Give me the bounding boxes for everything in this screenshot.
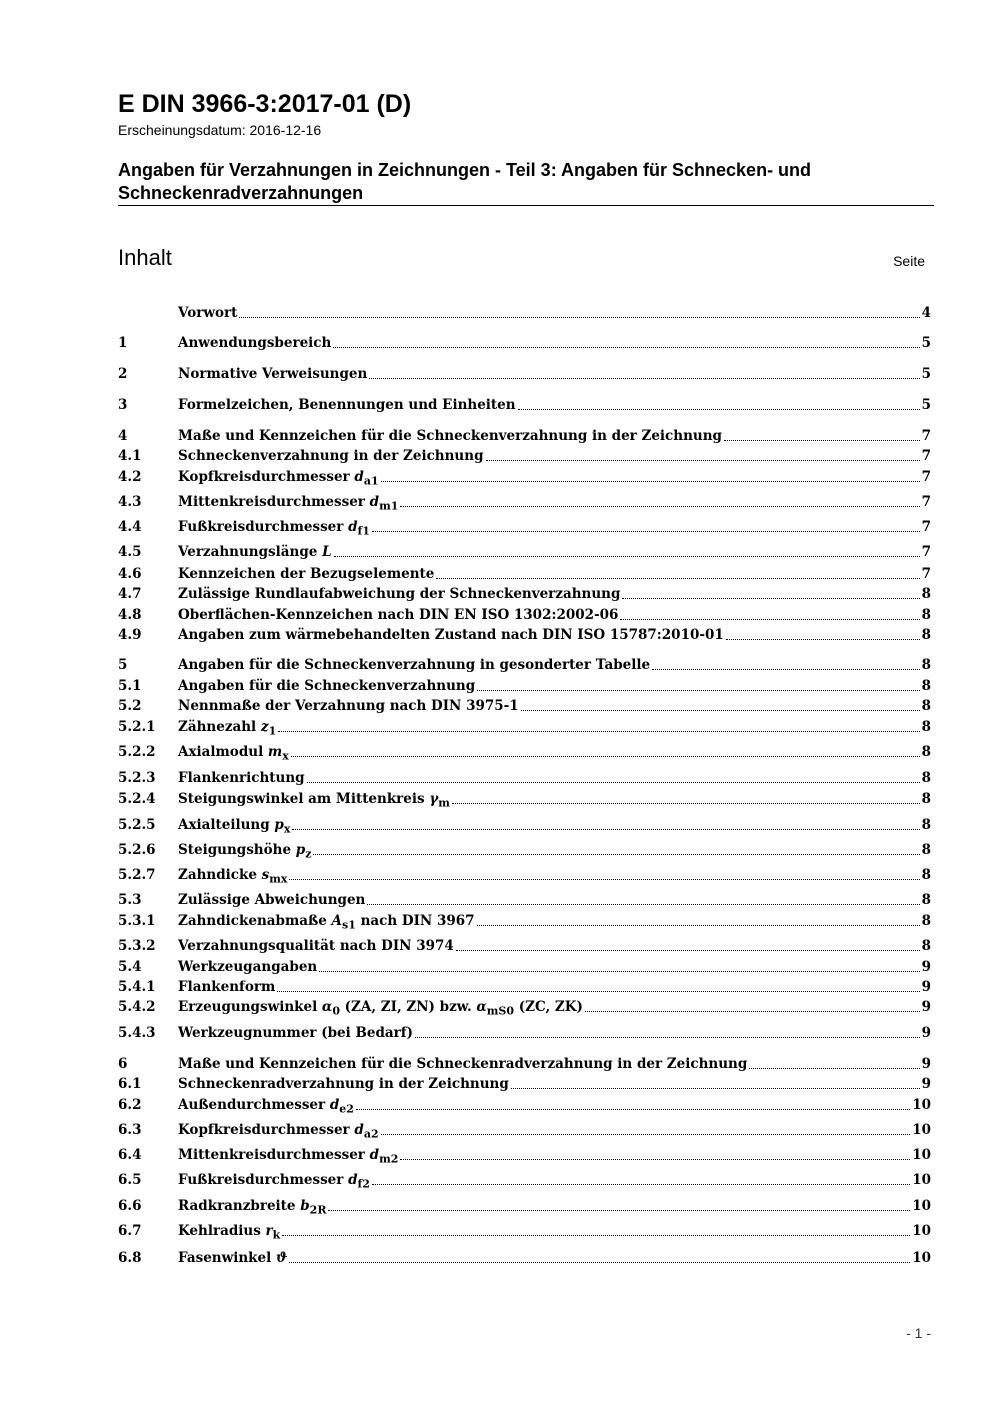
toc-entry-label: Nennmaße der Verzahnung nach DIN 3975-1	[178, 698, 519, 714]
toc-entry[interactable]	[118, 716, 931, 736]
toc-entry-number: 4.2	[118, 469, 142, 485]
toc-entry-page: 7	[921, 544, 931, 560]
toc-entry-page: 8	[921, 627, 931, 643]
toc-entry-number: 5.4.1	[118, 979, 156, 995]
toc-entry-number: 3	[118, 397, 128, 413]
toc-dot-leader	[400, 506, 919, 507]
toc-entry-page: 7	[921, 448, 931, 464]
toc-entry[interactable]	[118, 889, 931, 909]
toc-dot-leader	[381, 481, 920, 482]
toc-dot-leader	[724, 440, 920, 441]
formula-subscript: m	[438, 796, 450, 810]
toc-dot-leader	[456, 950, 920, 951]
toc-dot-leader	[333, 347, 919, 348]
toc-entry[interactable]	[118, 491, 931, 511]
toc-entry[interactable]	[118, 425, 931, 445]
toc-entry-label: Werkzeugnummer (bei Bedarf)	[178, 1025, 413, 1041]
toc-entry-number: 1	[118, 335, 128, 351]
toc-entry-label: Anwendungsbereich	[178, 335, 332, 351]
toc-entry-label: Axialteilung $p_x$	[178, 817, 291, 836]
toc-entry-page: 5	[921, 397, 931, 413]
formula-symbol: d	[329, 1097, 340, 1113]
toc-entry-number: 5.2	[118, 698, 142, 714]
formula-symbol: d	[354, 469, 364, 485]
toc-dot-leader	[289, 879, 919, 880]
toc-entry-page: 10	[912, 1122, 931, 1138]
toc-entry-number: 6.2	[118, 1097, 142, 1113]
toc-dot-leader	[620, 619, 919, 620]
toc-entry[interactable]	[118, 394, 931, 414]
toc-dot-leader	[372, 1184, 910, 1185]
toc-entry-number: 5.3.1	[118, 913, 156, 929]
toc-dot-leader	[415, 1037, 920, 1038]
toc-entry-number: 5.2.5	[118, 817, 156, 833]
toc-entry-page: 8	[921, 657, 931, 673]
toc-entry-label: Zähnezahl $z_1$	[178, 719, 277, 738]
toc-dot-leader	[367, 904, 919, 905]
toc-dot-leader	[511, 1088, 920, 1089]
toc-dot-leader	[334, 556, 920, 557]
toc-entry-label: Radkranzbreite $b_{2R}$	[178, 1198, 327, 1217]
toc-entry-label: Verzahnungsqualität nach DIN 3974	[178, 938, 454, 954]
toc-entry-page: 8	[921, 938, 931, 954]
toc-entry-number: 6.1	[118, 1076, 142, 1092]
toc-dot-leader	[486, 460, 920, 461]
toc-entry-page: 5	[921, 335, 931, 351]
toc-entry-label: Normative Verweisungen	[178, 366, 368, 382]
toc-entry-number: 6.8	[118, 1250, 142, 1266]
toc-dot-leader	[372, 531, 920, 532]
formula-symbol: p	[274, 817, 284, 833]
toc-entry-page: 7	[921, 428, 931, 444]
formula-subscript: x	[282, 749, 289, 763]
formula-subscript: m1	[379, 499, 399, 513]
toc-dot-leader	[436, 578, 919, 579]
toc-dot-leader	[726, 639, 920, 640]
toc-entry[interactable]	[118, 741, 931, 761]
toc-entry-label: Schneckenradverzahnung in der Zeichnung	[178, 1076, 509, 1092]
toc-entry-number: 5.2.7	[118, 867, 156, 883]
toc-entry-page: 9	[921, 1076, 931, 1092]
toc-entry-number: 6.4	[118, 1147, 142, 1163]
formula-symbol: L	[322, 544, 332, 560]
toc-entry[interactable]	[118, 604, 931, 624]
toc-entry-label: Angaben für die Schneckenverzahnung in gesonderter Tabelle	[178, 657, 651, 673]
toc-entry[interactable]	[118, 563, 931, 583]
toc-entry-page: 8	[921, 698, 931, 714]
toc-entry-page: 10	[912, 1250, 931, 1266]
toc-entry[interactable]	[118, 624, 931, 644]
formula-subscript: 2R	[309, 1203, 327, 1217]
formula-subscript: z	[305, 847, 312, 861]
toc-entry-label: Fasenwinkel ϑ	[178, 1250, 288, 1266]
toc-entry-label: Oberflächen-Kennzeichen nach DIN EN ISO 1302:2002-06	[178, 607, 619, 623]
toc-entry[interactable]	[118, 363, 931, 383]
toc-entry-page: 9	[921, 1056, 931, 1072]
toc-entry-number: 5	[118, 657, 128, 673]
formula-symbol: d	[348, 519, 358, 535]
formula-subscript: f1	[357, 524, 370, 538]
toc-entry-label: Fußkreisdurchmesser $d_{f1}$	[178, 519, 370, 538]
toc-entry-label: Flankenrichtung	[178, 770, 305, 786]
toc-entry-label: Steigungshöhe $p_z$	[178, 842, 312, 861]
table-of-contents	[118, 0, 931, 1403]
formula-subscript: f2	[357, 1177, 370, 1191]
toc-entry-label: Zulässige Abweichungen	[178, 892, 366, 908]
toc-entry[interactable]	[118, 814, 931, 834]
toc-entry[interactable]	[118, 332, 931, 352]
toc-dot-leader	[291, 756, 920, 757]
toc-heading: Inhalt	[118, 245, 172, 270]
toc-entry-number: 4.7	[118, 586, 142, 602]
toc-entry[interactable]	[118, 864, 931, 884]
formula-subscript: 0	[332, 1004, 340, 1018]
toc-dot-leader	[749, 1068, 919, 1069]
formula-symbol: ϑ	[275, 1250, 288, 1266]
toc-page-column-label: Seite	[893, 253, 925, 269]
toc-entry-label: Mittenkreisdurchmesser $d_{m1}$	[178, 494, 399, 513]
toc-entry[interactable]	[118, 695, 931, 715]
toc-entry-page: 8	[921, 842, 931, 858]
toc-entry[interactable]	[118, 839, 931, 859]
toc-entry-number: 4.1	[118, 448, 142, 464]
formula-symbol: d	[369, 1147, 380, 1163]
toc-entry[interactable]	[118, 1119, 931, 1139]
toc-entry-number: 4.6	[118, 566, 142, 582]
toc-entry-number: 4.3	[118, 494, 142, 510]
toc-entry-page: 5	[921, 366, 931, 382]
toc-entry-label: Kopfkreisdurchmesser $d_{a1}$	[178, 469, 379, 488]
toc-entry[interactable]	[118, 767, 931, 787]
toc-entry-number: 5.2.3	[118, 770, 156, 786]
formula-subscript: mx	[269, 872, 288, 886]
toc-entry-number: 4.5	[118, 544, 142, 560]
toc-dot-leader	[307, 782, 920, 783]
formula-subscript: k	[272, 1228, 281, 1242]
toc-entry-label: Angaben für die Schneckenverzahnung	[178, 678, 476, 694]
document-title: Angaben für Verzahnungen in Zeichnungen - Teil 3: Angaben für Schnecken- und Schneckenradverzahnungen	[118, 160, 812, 203]
document-code: E DIN 3966-3:2017-01 (D)	[118, 90, 412, 118]
toc-entry-label: Zahndickenabmaße $A_{s1}$ nach DIN 3967	[178, 913, 475, 932]
toc-entry-label: Fußkreisdurchmesser $d_{f2}$	[178, 1172, 370, 1191]
toc-entry-page: 4	[921, 305, 931, 321]
toc-entry[interactable]	[118, 466, 931, 486]
toc-entry[interactable]	[118, 654, 931, 674]
toc-entry-page: 9	[921, 979, 931, 995]
toc-entry[interactable]	[118, 910, 931, 930]
toc-entry-page: 8	[921, 913, 931, 929]
toc-dot-leader	[239, 317, 919, 318]
toc-entry-page: 7	[921, 494, 931, 510]
toc-dot-leader	[652, 669, 920, 670]
formula-symbol: d	[369, 494, 380, 510]
toc-entry-page: 8	[921, 678, 931, 694]
formula-subscript: m2	[379, 1152, 399, 1166]
toc-entry-page: 9	[921, 1025, 931, 1041]
toc-dot-leader	[585, 1011, 920, 1012]
formula-symbol: p	[295, 842, 306, 858]
toc-entry-label: Maße und Kennzeichen für die Schneckenradverzahnung in der Zeichnung	[178, 1056, 748, 1072]
toc-entry-number: 6.7	[118, 1223, 142, 1239]
toc-dot-leader	[282, 1235, 910, 1236]
formula-symbol: m	[267, 744, 283, 760]
toc-entry-number: 5.2.6	[118, 842, 156, 858]
toc-entry-number: 5.2.1	[118, 719, 156, 735]
toc-entry-number: 6.3	[118, 1122, 142, 1138]
toc-entry-page: 9	[921, 999, 931, 1015]
formula-subscript: a2	[363, 1127, 379, 1141]
toc-entry-label: Maße und Kennzeichen für die Schneckenverzahnung in der Zeichnung	[178, 428, 722, 444]
toc-entry-label: Kennzeichen der Bezugselemente	[178, 566, 435, 582]
toc-entry[interactable]	[118, 1053, 931, 1073]
toc-entry-label: Vorwort	[178, 305, 238, 321]
formula-subscript: a1	[363, 474, 379, 488]
toc-entry-number: 6	[118, 1056, 128, 1072]
toc-entry-page: 10	[912, 1172, 931, 1188]
toc-entry-page: 10	[912, 1223, 931, 1239]
toc-entry-page: 10	[912, 1198, 931, 1214]
toc-entry[interactable]	[118, 935, 931, 955]
toc-dot-leader	[356, 1109, 910, 1110]
toc-entry-label: Steigungswinkel am Mittenkreis $\gamma_m$	[178, 791, 450, 810]
toc-entry-number: 2	[118, 366, 128, 382]
toc-entry[interactable]	[118, 445, 931, 465]
toc-entry-number: 5.4.3	[118, 1025, 156, 1041]
toc-dot-leader	[369, 378, 919, 379]
toc-entry-label: Zulässige Rundlaufabweichung der Schneckenverzahnung	[178, 586, 621, 602]
toc-entry[interactable]	[118, 541, 931, 561]
toc-dot-leader	[319, 971, 919, 972]
toc-entry[interactable]	[118, 1220, 931, 1240]
toc-entry-page: 8	[921, 607, 931, 623]
toc-entry-page: 8	[921, 719, 931, 735]
toc-dot-leader	[289, 1262, 910, 1263]
toc-dot-leader	[452, 803, 920, 804]
toc-entry-number: 5.2.2	[118, 744, 156, 760]
formula-symbol: α	[476, 999, 487, 1015]
toc-entry-number: 4.9	[118, 627, 142, 643]
toc-entry-page: 8	[921, 892, 931, 908]
formula-subscript: e2	[339, 1102, 354, 1116]
toc-entry-page: 8	[921, 791, 931, 807]
toc-entry[interactable]	[118, 1094, 931, 1114]
formula-subscript: s1	[342, 918, 356, 932]
toc-entry[interactable]	[118, 675, 931, 695]
toc-dot-leader	[278, 731, 919, 732]
toc-entry-number: 5.3	[118, 892, 142, 908]
formula-subscript: 1	[268, 724, 277, 738]
toc-entry[interactable]	[118, 1144, 931, 1164]
formula-subscript: mS0	[486, 1004, 515, 1018]
toc-entry-number: 6.6	[118, 1198, 142, 1214]
toc-entry-page: 9	[921, 959, 931, 975]
toc-entry-number: 5.2.4	[118, 791, 156, 807]
formula-symbol: r	[265, 1223, 273, 1239]
toc-dot-leader	[313, 854, 919, 855]
publication-date: Erscheinungsdatum: 2016-12-16	[118, 122, 322, 138]
toc-entry-label: Flankenform	[178, 979, 276, 995]
toc-entry-label: Axialmodul $m_x$	[178, 744, 289, 763]
toc-dot-leader	[292, 829, 919, 830]
toc-entry-number: 4.8	[118, 607, 142, 623]
toc-entry-page: 8	[921, 867, 931, 883]
formula-symbol: A	[331, 913, 343, 929]
toc-entry[interactable]	[118, 1195, 931, 1215]
formula-subscript: x	[283, 822, 291, 836]
toc-entry[interactable]	[118, 583, 931, 603]
toc-entry[interactable]	[118, 302, 931, 322]
formula-symbol: s	[261, 867, 270, 883]
formula-symbol: b	[300, 1198, 310, 1214]
toc-dot-leader	[477, 925, 920, 926]
toc-entry-page: 8	[921, 770, 931, 786]
toc-entry-page: 7	[921, 519, 931, 535]
toc-entry-number: 5.3.2	[118, 938, 156, 954]
toc-entry-label: Außendurchmesser $d_{e2}$	[178, 1097, 354, 1116]
toc-entry-label: Verzahnungslänge L	[178, 544, 332, 560]
toc-entry-number: 6.5	[118, 1172, 142, 1188]
toc-entry[interactable]	[118, 976, 931, 996]
toc-entry-label: Zahndicke $s_{mx}$	[178, 867, 288, 886]
toc-dot-leader	[328, 1210, 910, 1211]
toc-entry[interactable]	[118, 788, 931, 808]
toc-entry[interactable]	[118, 956, 931, 976]
formula-symbol: α	[321, 999, 333, 1015]
toc-entry[interactable]	[118, 1247, 931, 1267]
toc-entry-number: 4.4	[118, 519, 142, 535]
toc-entry-label: Formelzeichen, Benennungen und Einheiten	[178, 397, 516, 413]
toc-dot-leader	[400, 1159, 910, 1160]
toc-entry-label: Kehlradius $r_k$	[178, 1223, 281, 1242]
toc-entry-label: Erzeugungswinkel $\alpha_0$ (ZA, ZI, ZN) bzw. $\alpha_{mS0}$ (ZC, ZK)	[178, 999, 583, 1018]
toc-entry-label: Angaben zum wärmebehandelten Zustand nach DIN ISO 15787:2010-01	[178, 627, 724, 643]
toc-entry-page: 10	[912, 1097, 931, 1113]
toc-entry-page: 8	[921, 586, 931, 602]
toc-entry[interactable]	[118, 1169, 931, 1189]
toc-entry[interactable]	[118, 996, 931, 1016]
toc-entry-page: 8	[921, 817, 931, 833]
page-number: - 1 -	[906, 1325, 931, 1341]
toc-dot-leader	[622, 598, 919, 599]
toc-entry-number: 5.4	[118, 959, 142, 975]
toc-entry-number: 4	[118, 428, 128, 444]
toc-entry-page: 10	[912, 1147, 931, 1163]
toc-entry-label: Kopfkreisdurchmesser $d_{a2}$	[178, 1122, 379, 1141]
toc-dot-leader	[518, 409, 920, 410]
toc-entry-page: 7	[921, 469, 931, 485]
toc-entry-number: 5.1	[118, 678, 142, 694]
formula-symbol: d	[354, 1122, 364, 1138]
toc-entry-page: 8	[921, 744, 931, 760]
toc-dot-leader	[521, 710, 920, 711]
toc-entry[interactable]	[118, 1073, 931, 1093]
toc-dot-leader	[477, 690, 919, 691]
toc-entry[interactable]	[118, 1022, 931, 1042]
toc-entry-label: Schneckenverzahnung in der Zeichnung	[178, 448, 484, 464]
formula-symbol: γ	[429, 791, 439, 807]
toc-entry-number: 5.4.2	[118, 999, 156, 1015]
formula-symbol: z	[260, 719, 269, 735]
toc-dot-leader	[277, 991, 919, 992]
toc-entry-page: 7	[921, 566, 931, 582]
toc-entry[interactable]	[118, 516, 931, 536]
toc-entry-label: Werkzeugangaben	[178, 959, 318, 975]
toc-entry-label: Mittenkreisdurchmesser $d_{m2}$	[178, 1147, 399, 1166]
toc-dot-leader	[381, 1134, 911, 1135]
formula-symbol: d	[348, 1172, 358, 1188]
